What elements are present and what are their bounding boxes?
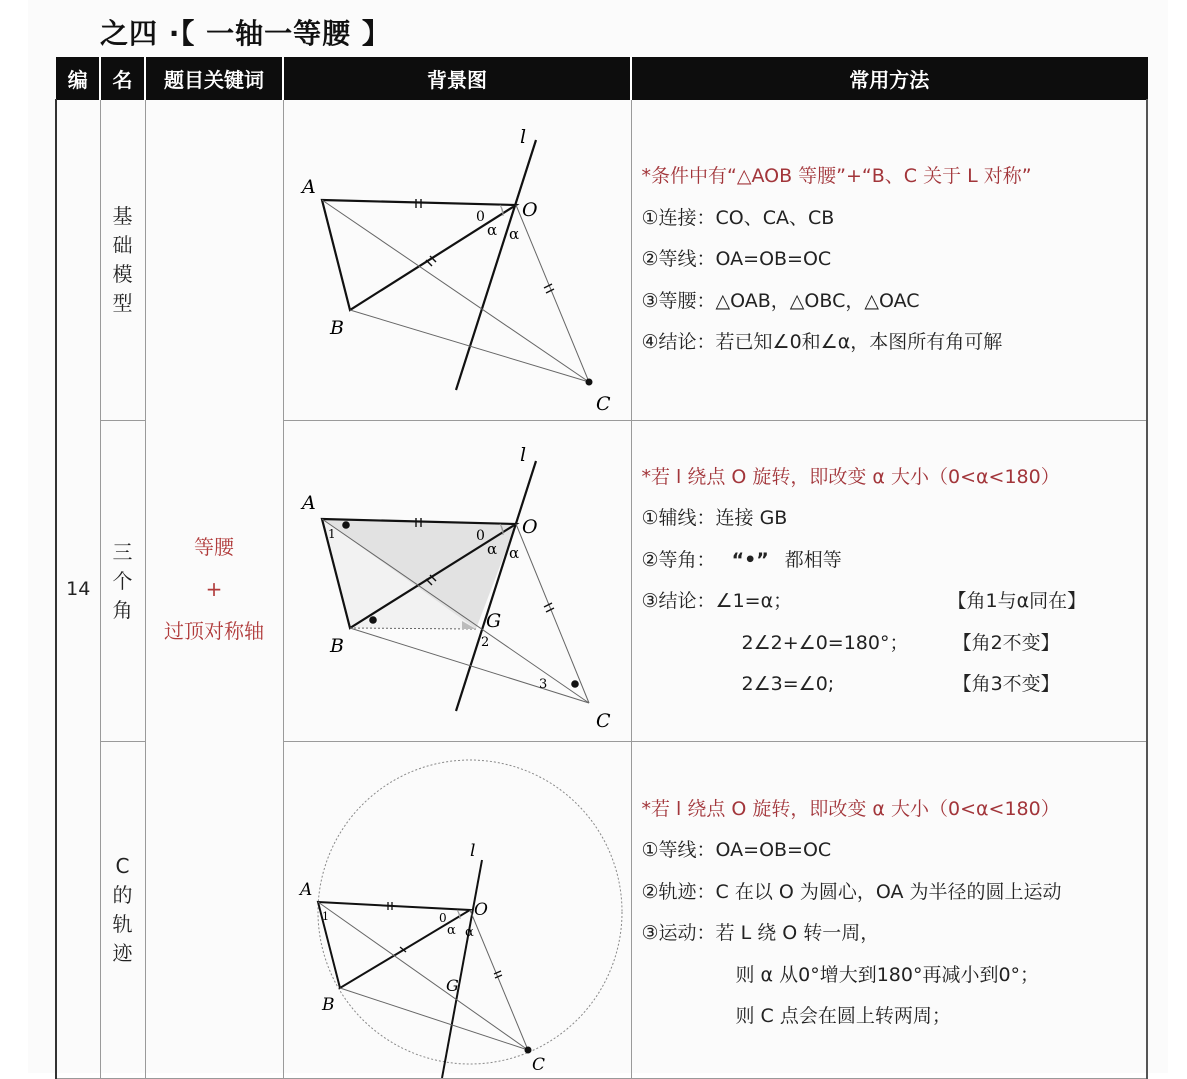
point-label-a: A — [299, 880, 312, 900]
table-row — [56, 100, 1147, 421]
angle-label-0: 0 — [475, 528, 485, 544]
page-title: 之四 ·【 一轴一等腰 】 — [100, 17, 391, 50]
method-line: 2∠2+∠0=180°； 【角2不变】 — [741, 631, 1060, 654]
keywords: 等腰 + 过顶对称轴 — [164, 535, 264, 643]
angle-label-alpha-2: α — [464, 925, 474, 940]
row-name: 基 础 模 型 — [112, 204, 133, 315]
method-line: ②等线：OA=OB=OC — [641, 248, 832, 271]
angle-label-1: 1 — [327, 527, 336, 541]
angle-label-0: 0 — [475, 209, 485, 225]
point-label-g: G — [485, 610, 501, 632]
geometry-figure-basic — [284, 100, 632, 420]
method-line: ②轨迹：C 在以 O 为圆心，OA 为半径的圆上运动 — [641, 880, 1062, 903]
condition-text: *若 l 绕点 O 旋转，即改变 α 大小（0<α<180） — [641, 465, 1060, 488]
point-label-c: C — [595, 710, 611, 732]
header-name: 名 — [100, 58, 145, 100]
angle-label-alpha-1: α — [486, 540, 497, 558]
condition-text: *条件中有“△AOB 等腰”+“B、C 关于 L 对称” — [641, 165, 1032, 188]
point-label-b: B — [329, 635, 344, 657]
figure-cell — [283, 100, 631, 421]
table-header-row — [56, 58, 1147, 100]
point-label-c: C — [595, 393, 611, 415]
method-subline: 则 C 点会在圆上转两周； — [735, 1005, 951, 1027]
method-line: ③运动：若 L 绕 O 转一周， — [641, 922, 880, 944]
point-label-o: O — [521, 516, 538, 538]
angle-label-alpha-2: α — [508, 225, 519, 243]
point-label-b: B — [329, 317, 344, 339]
method-table — [55, 57, 1148, 1079]
row-name: 三 个 角 — [112, 539, 133, 622]
point-label-a: A — [301, 492, 316, 514]
angle-label-alpha-2: α — [508, 544, 519, 562]
figure-cell — [283, 421, 631, 742]
point-label-a: A — [301, 176, 316, 198]
row-name-cell — [100, 421, 145, 742]
keywords-cell — [145, 100, 283, 1079]
methods-list — [632, 156, 1147, 364]
line-label-l: l — [519, 126, 526, 148]
method-line: ①等线：OA=OB=OC — [641, 839, 832, 861]
header-keywords: 题目关键词 — [145, 58, 283, 100]
method-line: ③等腰：△OAB，△OBC，△OAC — [641, 289, 920, 312]
angle-label-alpha-1: α — [486, 221, 497, 239]
methods-list — [632, 457, 1147, 706]
angle-label-0: 0 — [438, 911, 447, 925]
angle-label-3: 3 — [538, 677, 547, 692]
methods-cell — [631, 742, 1147, 1079]
point-label-g: G — [445, 976, 459, 995]
row-name-cell — [100, 100, 145, 421]
row-name-cell — [100, 742, 145, 1079]
method-line: 2∠3=∠0; 【角3不变】 — [741, 673, 1060, 695]
point-label-b: B — [321, 995, 334, 1015]
methods-list — [632, 783, 1147, 1038]
methods-cell — [631, 100, 1147, 421]
point-label-o: O — [521, 199, 538, 221]
method-line: ③结论：∠1=α； 【角1与α同在】 — [641, 590, 1087, 612]
header-number: 编 — [56, 58, 100, 100]
method-line: ④结论：若已知∠0和∠α，本图所有角可解 — [641, 331, 1003, 354]
method-line: ①连接：CO、CA、CB — [641, 206, 835, 229]
line-label-l: l — [469, 841, 475, 861]
geometry-figure-three-angles — [284, 421, 632, 741]
geometry-figure-locus — [284, 742, 632, 1078]
dot-symbol: “•” — [731, 548, 769, 571]
method-line: ②等角： “•” 都相等 — [641, 548, 842, 571]
header-methods: 常用方法 — [631, 58, 1147, 100]
angle-label-2: 2 — [480, 635, 489, 650]
point-label-o: O — [473, 900, 488, 920]
method-line: ①辅线：连接 GB — [641, 507, 788, 529]
angle-label-1: 1 — [321, 910, 329, 923]
row-name: C 的 轨 迹 — [112, 854, 133, 965]
angle-label-alpha-1: α — [446, 923, 456, 938]
line-label-l: l — [519, 444, 526, 466]
header-figure: 背景图 — [283, 58, 631, 100]
point-label-c: C — [531, 1055, 545, 1075]
figure-cell — [283, 742, 631, 1079]
method-subline: 则 α 从0°增大到180°再减小到0°； — [735, 963, 1040, 986]
entry-number: 14 — [56, 100, 100, 1079]
methods-cell — [631, 421, 1147, 742]
condition-text: *若 l 绕点 O 旋转，即改变 α 大小（0<α<180） — [641, 797, 1060, 820]
